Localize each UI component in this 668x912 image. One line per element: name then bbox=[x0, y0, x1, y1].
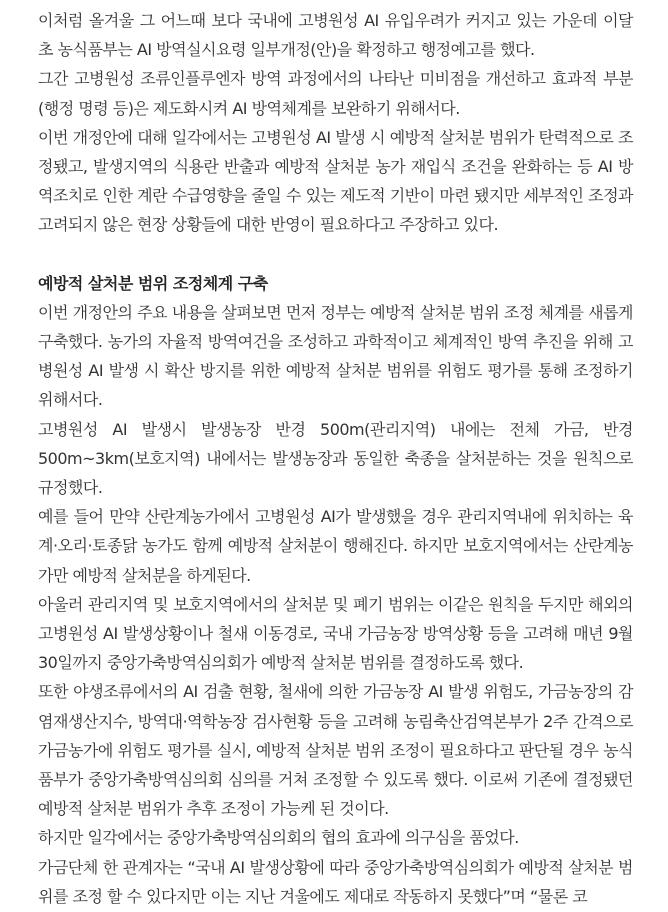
paragraph-intro-1: 이처럼 올겨울 그 어느때 보다 국내에 고병원성 AI 유입우려가 커지고 있는 가운데 이달 초 농식품부는 AI 방역실시요령 일부개정(안)을 확정하고 행정예고를 했다. bbox=[38, 11, 633, 60]
paragraph-body-1: 이번 개정안의 주요 내용을 살펴보면 먼저 정부는 예방적 살처분 범위 조정 체계를 새롭게 구축했다. 농가의 자율적 방역여건을 조성하고 과학적이고 체계적인 방역 추진을 위해 고병원성 AI 발생 시 확산 방지를 위한 예방적 살처분 범위를 위험도 평가를 통해 조정하기 위해서다. bbox=[38, 302, 633, 410]
paragraph-body-2: 고병원성 AI 발생시 발생농장 반경 500m(관리지역) 내에는 전체 가금, 반경 500m~3km(보호지역) 내에서는 발생농장과 동일한 축종을 살처분하는 것을 원칙으로 규정했다. bbox=[38, 419, 633, 498]
section-gap bbox=[38, 240, 633, 269]
paragraph-body-6: 하지만 일각에서는 중앙가축방역심의회의 협의 효과에 의구심을 품었다. bbox=[38, 828, 519, 848]
section-heading: 예방적 살처분 범위 조정체계 구축 bbox=[38, 273, 268, 293]
paragraph-body-3: 예를 들어 만약 산란계농가에서 고병원성 AI가 발생했을 경우 관리지역내에 위치하는 육계·오리·토종닭 농가도 함께 예방적 살처분이 행해진다. 하지만 보호지역에서는 산란계농가만 예방적 살처분을 하게된다. bbox=[38, 507, 633, 585]
paragraph-body-4: 아울러 관리지역 및 보호지역에서의 살처분 및 폐기 범위는 이같은 원칙을 두지만 해외의 고병원성 AI 발생상황이나 철새 이동경로, 국내 가금농장 방역상황 등을 고려해 매년 9월 30일까지 중앙가축방역심의회가 예방적 살처분 범위를 결정하도록 했다. bbox=[38, 594, 633, 673]
paragraph-intro-2: 그간 고병원성 조류인플루엔자 방역 과정에서의 나타난 미비점을 개선하고 효과적 부분(행정 명령 등)은 제도화시켜 AI 방역체계를 보완하기 위해서다. bbox=[38, 69, 633, 118]
paragraph-intro-3: 이번 개정안에 대해 일각에서는 고병원성 AI 발생 시 예방적 살처분 범위가 탄력적으로 조정됐고, 발생지역의 식용란 반출과 예방적 살처분 농가 재입식 조건을 완화하는 등 AI 방역조치로 인한 계란 수급영향을 줄일 수 있는 제도적 기반이 마련 됐지만 세부적인 조정과 고려되지 않은 현장 상황들에 대한 반영이 필요하다고 주장하고 있다. bbox=[38, 127, 633, 235]
paragraph-body-5: 또한 야생조류에서의 AI 검출 현황, 철새에 의한 가금농장 AI 발생 위험도, 가금농장의 감염재생산지수, 방역대·역학농장 검사현황 등을 고려해 농림축산검역본부가 2주 간격으로 가금농가에 위험도 평가를 실시, 예방적 살처분 범위 조정이 필요하다고 판단될 경우 농식품부가 중앙가축방역심의회 심의를 거쳐 조정할 수 있도록 했다. 이로써 기존에 결정됐던 예방적 살처분 범위가 추후 조정이 가능케 된 것이다. bbox=[38, 682, 633, 819]
paragraph-body-7: 가금단체 한 관계자는 “국내 AI 발생상황에 따라 중앙가축방역심의회가 예방적 살처분 범위를 조정 할 수 있다지만 이는 지난 겨울에도 제대로 작동하지 못했다”며 “물론 코 bbox=[38, 857, 633, 906]
